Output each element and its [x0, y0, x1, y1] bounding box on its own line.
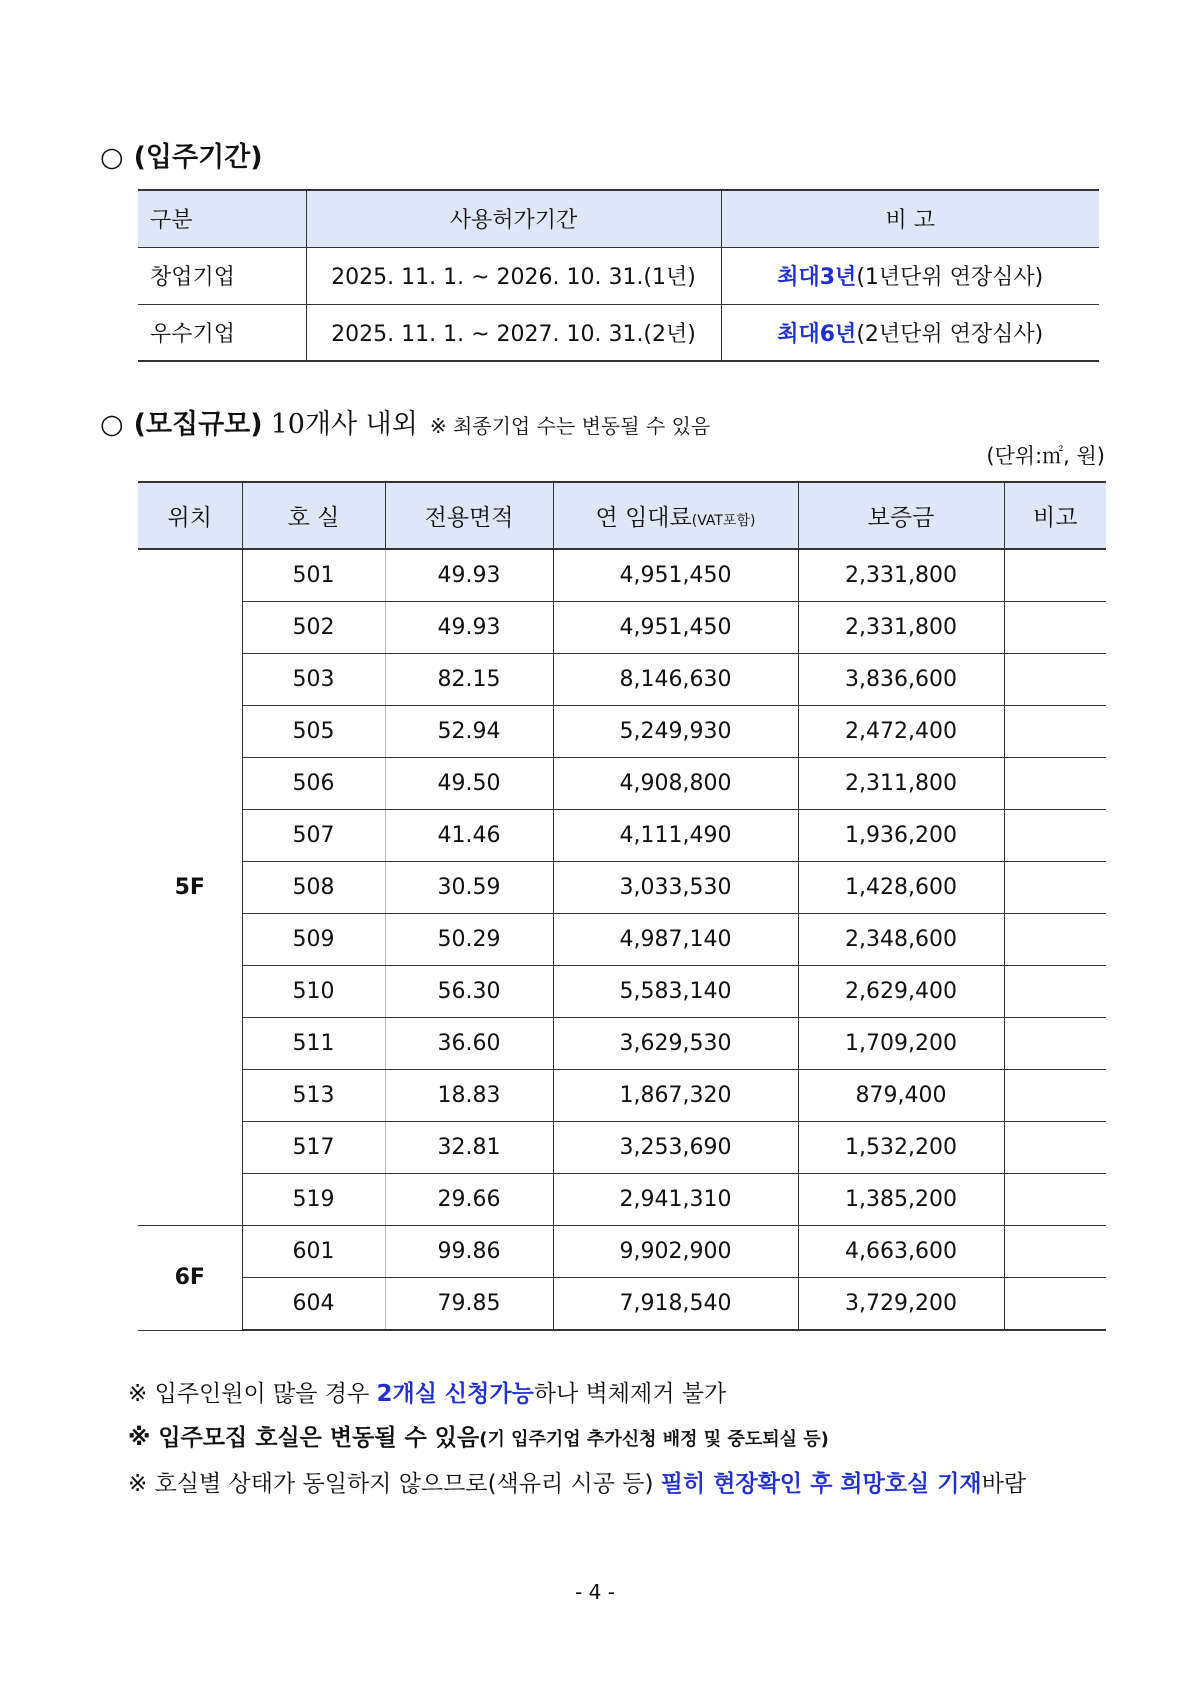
header-area: 전용면적: [385, 482, 553, 549]
area-value: 41.46: [385, 810, 553, 862]
table-row: [138, 810, 1106, 862]
table-row: [138, 706, 1106, 758]
deposit-value: 2,629,400: [798, 966, 1004, 1018]
header-period: 사용허가기간: [306, 190, 721, 247]
table-row: [138, 966, 1106, 1018]
area-value: 50.29: [385, 914, 553, 966]
remark-cell: [1004, 1174, 1106, 1226]
remark-cell: [1004, 810, 1106, 862]
floor-cell: 5F: [138, 549, 242, 1226]
deposit-value: 2,331,800: [798, 549, 1004, 602]
remark-cell: [1004, 1278, 1106, 1331]
table-row: [138, 1278, 1106, 1331]
room-list-table: [138, 481, 1106, 1331]
room-number: 601: [242, 1226, 385, 1278]
area-value: 32.81: [385, 1122, 553, 1174]
page-number: - 4 -: [575, 1580, 615, 1604]
table-row: [138, 654, 1106, 706]
remark-cell: [1004, 706, 1106, 758]
deposit-value: 1,936,200: [798, 810, 1004, 862]
rent-value: 8,146,630: [553, 654, 798, 706]
area-value: 18.83: [385, 1070, 553, 1122]
room-number: 501: [242, 549, 385, 602]
period-note: 최대3년(1년단위 연장심사): [721, 247, 1099, 304]
deposit-value: 1,532,200: [798, 1122, 1004, 1174]
unit-label: (단위:㎡, 원): [986, 444, 1105, 468]
table-header-row: [138, 190, 1099, 247]
remark-cell: [1004, 1122, 1106, 1174]
table-row: [138, 862, 1106, 914]
table-header-row: [138, 482, 1106, 549]
area-value: 30.59: [385, 862, 553, 914]
rent-value: 5,583,140: [553, 966, 798, 1018]
table-row: [138, 549, 1106, 602]
rent-value: 9,902,900: [553, 1226, 798, 1278]
table-row: [138, 1070, 1106, 1122]
room-number: 517: [242, 1122, 385, 1174]
deposit-value: 2,311,800: [798, 758, 1004, 810]
header-room: 호 실: [242, 482, 385, 549]
rent-value: 4,951,450: [553, 549, 798, 602]
rent-value: 5,249,930: [553, 706, 798, 758]
table-row: [138, 914, 1106, 966]
bullet-circle-icon: ○: [100, 409, 124, 440]
area-value: 99.86: [385, 1226, 553, 1278]
room-number: 507: [242, 810, 385, 862]
area-value: 49.50: [385, 758, 553, 810]
note-line: ※ 입주모집 호실은 변동될 수 있음(기 입주기업 추가신청 배정 및 중도퇴실 등): [128, 1425, 829, 1451]
room-number: 502: [242, 602, 385, 654]
header-rent: 연 임대료(VAT포함): [553, 482, 798, 549]
usage-period: 2025. 11. 1. ~ 2026. 10. 31.(1년): [306, 247, 721, 304]
notes: [128, 1372, 1026, 1506]
deposit-value: 1,385,200: [798, 1174, 1004, 1226]
section1-title: ○ (입주기간): [100, 142, 263, 173]
area-value: 79.85: [385, 1278, 553, 1331]
rent-value: 4,987,140: [553, 914, 798, 966]
rent-value: 4,111,490: [553, 810, 798, 862]
area-value: 49.93: [385, 602, 553, 654]
table-row: [138, 304, 1099, 361]
area-value: 29.66: [385, 1174, 553, 1226]
area-value: 56.30: [385, 966, 553, 1018]
deposit-value: 1,709,200: [798, 1018, 1004, 1070]
rent-value: 3,253,690: [553, 1122, 798, 1174]
header-deposit: 보증금: [798, 482, 1004, 549]
table-row: [138, 602, 1106, 654]
note-line: ※ 호실별 상태가 동일하지 않으므로(색유리 시공 등) 필히 현장확인 후 희망호실 기재바람: [128, 1471, 1027, 1497]
period-note: 최대6년(2년단위 연장심사): [721, 304, 1099, 361]
deposit-value: 3,729,200: [798, 1278, 1004, 1331]
rent-value: 3,033,530: [553, 862, 798, 914]
rent-value: 4,951,450: [553, 602, 798, 654]
room-number: 513: [242, 1070, 385, 1122]
remark-cell: [1004, 1018, 1106, 1070]
floor-cell: 6F: [138, 1226, 242, 1331]
area-value: 49.93: [385, 549, 553, 602]
scale-note: ※ 최종기업 수는 변동될 수 있음: [429, 414, 711, 438]
room-number: 503: [242, 654, 385, 706]
area-value: 36.60: [385, 1018, 553, 1070]
room-number: 604: [242, 1278, 385, 1331]
rent-value: 1,867,320: [553, 1070, 798, 1122]
deposit-value: 879,400: [798, 1070, 1004, 1122]
remark-cell: [1004, 549, 1106, 602]
table-row: [138, 758, 1106, 810]
table-row: [138, 1226, 1106, 1278]
table-row: [138, 1174, 1106, 1226]
recruit-scale: 10개사 내외: [270, 409, 418, 440]
remark-cell: [1004, 862, 1106, 914]
note-line: ※ 입주인원이 많을 경우 2개실 신청가능하나 벽체제거 불가: [128, 1381, 727, 1407]
room-number: 511: [242, 1018, 385, 1070]
room-number: 509: [242, 914, 385, 966]
remark-cell: [1004, 1226, 1106, 1278]
area-value: 52.94: [385, 706, 553, 758]
room-number: 510: [242, 966, 385, 1018]
remark-cell: [1004, 1070, 1106, 1122]
header-remark: 비고: [1004, 482, 1106, 549]
table-row: [138, 1018, 1106, 1070]
deposit-value: 1,428,600: [798, 862, 1004, 914]
bullet-circle-icon: ○: [100, 142, 124, 173]
room-number: 508: [242, 862, 385, 914]
room-number: 505: [242, 706, 385, 758]
deposit-value: 2,472,400: [798, 706, 1004, 758]
rent-value: 7,918,540: [553, 1278, 798, 1331]
deposit-value: 2,331,800: [798, 602, 1004, 654]
deposit-value: 2,348,600: [798, 914, 1004, 966]
section2-title: ○ (모집규모) 10개사 내외 ※ 최종기업 수는 변동될 수 있음: [100, 409, 711, 440]
company-type: 우수기업: [138, 304, 306, 361]
usage-period: 2025. 11. 1. ~ 2027. 10. 31.(2년): [306, 304, 721, 361]
room-number: 506: [242, 758, 385, 810]
header-location: 위치: [138, 482, 242, 549]
occupancy-period-table: [138, 189, 1099, 362]
area-value: 82.15: [385, 654, 553, 706]
remark-cell: [1004, 966, 1106, 1018]
table-row: [138, 247, 1099, 304]
table-row: [138, 1122, 1106, 1174]
remark-cell: [1004, 602, 1106, 654]
rent-value: 2,941,310: [553, 1174, 798, 1226]
rent-value: 3,629,530: [553, 1018, 798, 1070]
remark-cell: [1004, 654, 1106, 706]
header-type: 구분: [138, 190, 306, 247]
remark-cell: [1004, 914, 1106, 966]
deposit-value: 3,836,600: [798, 654, 1004, 706]
remark-cell: [1004, 758, 1106, 810]
room-number: 519: [242, 1174, 385, 1226]
company-type: 창업기업: [138, 247, 306, 304]
header-note: 비 고: [721, 190, 1099, 247]
deposit-value: 4,663,600: [798, 1226, 1004, 1278]
rent-value: 4,908,800: [553, 758, 798, 810]
